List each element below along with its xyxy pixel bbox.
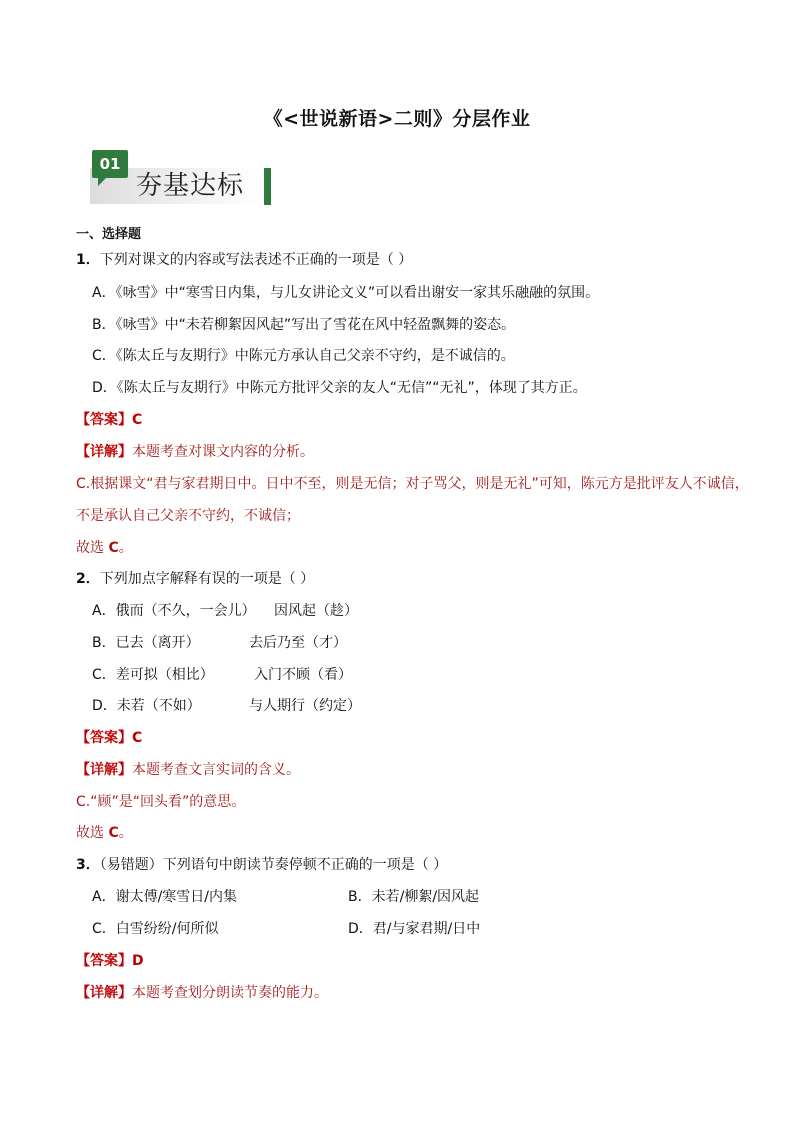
option-b-first: B．已去（离开） bbox=[92, 635, 200, 651]
question-1 bbox=[76, 251, 412, 269]
detail-line bbox=[76, 443, 314, 461]
option-c: C．白雪纷纷/何所似 bbox=[92, 921, 219, 937]
option-a-first: A．俄而（不久，一会儿） bbox=[92, 603, 256, 619]
conclusion-suffix: 。 bbox=[118, 540, 133, 556]
badge-pointer-icon bbox=[98, 178, 106, 186]
question-number: 3． bbox=[76, 857, 100, 873]
question-3 bbox=[76, 856, 447, 874]
answer-label: 【答案】 bbox=[76, 730, 132, 746]
detail-label: 【详解】 bbox=[76, 762, 132, 778]
document-title: 《<世说新语>二则》分层作业 bbox=[263, 108, 531, 130]
option-a: A．《咏雪》中“寒雪日内集，与儿女讲论文义”可以看出谢安一家其乐融融的氛围。 bbox=[92, 285, 600, 301]
detail-text: 本题考查划分朗读节奏的能力。 bbox=[132, 985, 328, 1001]
explanation-line: 不是承认自己父亲不守约，不诚信； bbox=[76, 508, 300, 524]
option-b: B．《咏雪》中“未若柳絮因风起”写出了雪花在风中轻盈飘舞的姿态。 bbox=[92, 317, 516, 333]
detail-line bbox=[76, 984, 328, 1002]
question-number: 2． bbox=[76, 571, 100, 587]
section-heading: 一、选择题 bbox=[76, 227, 142, 242]
answer-value: C bbox=[132, 730, 143, 746]
conclusion-line bbox=[76, 539, 133, 557]
explanation-line: C.“顾”是“回头看”的意思。 bbox=[76, 794, 246, 810]
question-number: 1． bbox=[76, 252, 100, 268]
option-b-second: 去后乃至（才） bbox=[249, 635, 347, 651]
question-stem: 下列对课文的内容或写法表述不正确的一项是（ ） bbox=[99, 252, 413, 268]
detail-label: 【详解】 bbox=[76, 985, 132, 1001]
option-d: D．《陈太丘与友期行》中陈元方批评父亲的友人“无信”“无礼”，体现了其方正。 bbox=[92, 380, 587, 396]
option-d-first: D．未若（不如） bbox=[92, 698, 201, 714]
answer-line bbox=[76, 952, 144, 970]
answer-line bbox=[76, 729, 142, 747]
answer-value: C bbox=[132, 412, 143, 428]
option-d bbox=[92, 697, 361, 715]
question-stem: （易错题）下列语句中朗读节奏停顿不正确的一项是（ ） bbox=[99, 857, 448, 873]
answer-label: 【答案】 bbox=[76, 953, 132, 969]
conclusion-choice: C bbox=[108, 825, 119, 841]
conclusion-choice: C bbox=[108, 540, 119, 556]
badge-label: 夯基达标 bbox=[136, 171, 245, 201]
answer-value: D bbox=[132, 953, 144, 969]
badge-number: 01 bbox=[92, 150, 128, 178]
option-d: D．君/与家君期/日中 bbox=[348, 921, 481, 937]
detail-line bbox=[76, 761, 300, 779]
option-a bbox=[92, 602, 358, 620]
conclusion-prefix: 故选 bbox=[76, 540, 109, 556]
detail-text: 本题考查对课文内容的分析。 bbox=[132, 444, 314, 460]
option-a-second: 因风起（趁） bbox=[274, 603, 358, 619]
option-c-second: 入门不顾（看） bbox=[254, 667, 352, 683]
section-badge bbox=[86, 148, 276, 208]
explanation-line: C.根据课文“君与家君期日中。日中不至，则是无信；对子骂父，则是无礼”可知，陈元方是批评友人不诚信， bbox=[76, 476, 749, 492]
option-c-first: C．差可拟（相比） bbox=[92, 667, 214, 683]
answer-label: 【答案】 bbox=[76, 412, 132, 428]
detail-text: 本题考查文言实词的含义。 bbox=[132, 762, 300, 778]
option-a: A．谢太傅/寒雪日/内集 bbox=[92, 889, 238, 905]
option-d-second: 与人期行（约定） bbox=[249, 698, 361, 714]
badge-accent-bar bbox=[264, 168, 271, 205]
option-c bbox=[92, 666, 352, 684]
option-b bbox=[92, 634, 347, 652]
answer-line bbox=[76, 411, 142, 429]
conclusion-prefix: 故选 bbox=[76, 825, 109, 841]
detail-label: 【详解】 bbox=[76, 444, 132, 460]
conclusion-line bbox=[76, 824, 133, 842]
option-c: C．《陈太丘与友期行》中陈元方承认自己父亲不守约，是不诚信的。 bbox=[92, 348, 515, 364]
conclusion-suffix: 。 bbox=[118, 825, 133, 841]
option-b: B．未若/柳絮/因风起 bbox=[348, 889, 480, 905]
question-stem: 下列加点字解释有误的一项是（ ） bbox=[99, 571, 315, 587]
question-2 bbox=[76, 570, 314, 588]
